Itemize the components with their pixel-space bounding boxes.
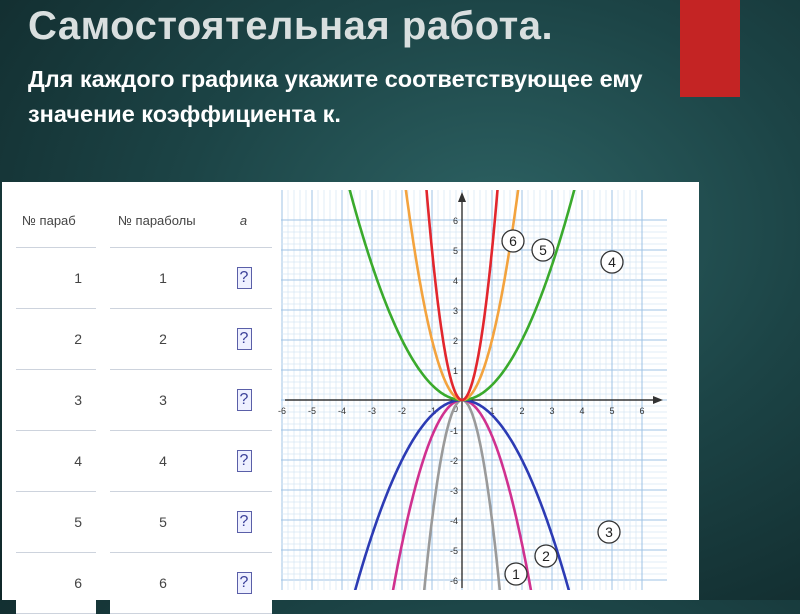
table-row — [110, 492, 272, 553]
question-mark-box[interactable]: ? — [237, 450, 252, 472]
answer-cell[interactable] — [216, 431, 272, 492]
table-cell-number: 4 — [16, 431, 96, 492]
table-header-parabola-number: № параболы — [110, 194, 216, 248]
answer-cell[interactable] — [216, 309, 272, 370]
table-header-number: № параб — [16, 194, 96, 248]
curve-label-text: 5 — [539, 242, 547, 258]
y-tick-label: 6 — [452, 216, 458, 226]
question-mark-box[interactable]: ? — [237, 328, 252, 350]
question-mark-box[interactable]: ? — [237, 389, 252, 411]
curve-label-text: 3 — [605, 524, 613, 540]
y-tick-label: -5 — [449, 546, 458, 556]
table-cell-number: 1 — [16, 248, 96, 309]
question-mark-box[interactable]: ? — [237, 267, 252, 289]
table-cell-number: 6 — [110, 553, 216, 614]
y-tick-label: 5 — [452, 246, 458, 256]
slide-title: Самостоятельная работа. — [28, 4, 554, 48]
parabola-number-table-cropped — [16, 194, 96, 614]
x-tick-label: -2 — [397, 406, 407, 416]
y-tick-label: 1 — [452, 366, 458, 376]
answer-cell[interactable] — [216, 248, 272, 309]
x-tick-label: -4 — [337, 406, 347, 416]
y-tick-label: -1 — [449, 426, 458, 436]
answer-cell[interactable] — [216, 492, 272, 553]
parabola-coefficient-table — [110, 194, 272, 614]
table-cell-number: 1 — [110, 248, 216, 309]
x-tick-label: 2 — [519, 406, 525, 416]
y-tick-label: 3 — [452, 306, 458, 316]
x-tick-label: 6 — [639, 406, 645, 416]
y-tick-label: -3 — [449, 486, 458, 496]
y-tick-label: 4 — [452, 276, 458, 286]
curve-label-text: 6 — [509, 233, 517, 249]
curve-label-text: 4 — [608, 254, 616, 270]
y-tick-label: -6 — [449, 576, 458, 586]
table-cell-number: 6 — [16, 553, 96, 614]
table-row — [110, 370, 272, 431]
x-tick-label: -6 — [277, 406, 287, 416]
parabola-chart — [277, 190, 667, 590]
x-tick-label: -1 — [427, 406, 437, 416]
origin-label: 0 — [452, 404, 458, 414]
x-tick-label: 5 — [609, 406, 615, 416]
table-cell-number: 2 — [110, 309, 216, 370]
slide-subtitle: Для каждого графика укажите соответствующее ему значение коэффициента к. — [28, 66, 643, 127]
y-tick-label: -2 — [449, 456, 458, 466]
y-tick-label: -4 — [449, 516, 458, 526]
table-header-a: a — [216, 194, 272, 248]
question-mark-box[interactable]: ? — [237, 511, 252, 533]
table-row — [110, 553, 272, 614]
question-mark-box[interactable]: ? — [237, 572, 252, 594]
table-cell-number: 4 — [110, 431, 216, 492]
table-cell-number: 3 — [110, 370, 216, 431]
x-tick-label: -5 — [307, 406, 317, 416]
red-accent-bar — [680, 0, 740, 97]
table-row — [110, 431, 272, 492]
table-row — [110, 309, 272, 370]
table-cell-number: 2 — [16, 309, 96, 370]
table-cell-number: 5 — [16, 492, 96, 553]
curve-label-text: 1 — [512, 566, 520, 582]
table-row — [110, 248, 272, 309]
table-cell-number: 3 — [16, 370, 96, 431]
x-tick-label: 3 — [549, 406, 555, 416]
x-tick-label: 4 — [579, 406, 585, 416]
answer-cell[interactable] — [216, 553, 272, 614]
table-cell-number: 5 — [110, 492, 216, 553]
x-tick-label: -3 — [367, 406, 377, 416]
curve-label-text: 2 — [542, 548, 550, 564]
x-tick-label: 1 — [489, 406, 495, 416]
y-tick-label: 2 — [452, 336, 458, 346]
answer-cell[interactable] — [216, 370, 272, 431]
